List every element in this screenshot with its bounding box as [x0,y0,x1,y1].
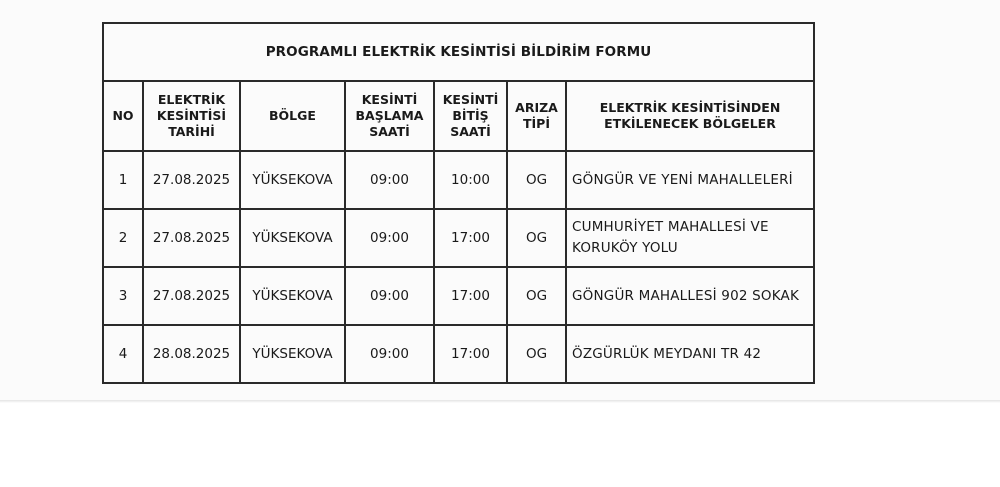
cell-affected-area: CUMHURİYET MAHALLESİ VE KORUKÖY YOLU [566,209,814,267]
cell-affected-area: ÖZGÜRLÜK MEYDANI TR 42 [566,325,814,383]
cell-date: 28.08.2025 [143,325,240,383]
cell-fault-type: OG [507,325,566,383]
cell-end-time: 17:00 [434,325,507,383]
cell-end-time: 10:00 [434,151,507,209]
column-header-label: NO [112,108,134,123]
cell-start-time: 09:00 [345,209,434,267]
header-row [103,81,814,151]
column-header-date [143,81,240,151]
cell-end-time: 17:00 [434,267,507,325]
title-row [103,23,814,81]
cell-date: 27.08.2025 [143,267,240,325]
column-header-label: ELEKTRİK KESİNTİSİNDEN ETKİLENECEK BÖLGELER [599,100,781,131]
cell-fault-type: OG [507,151,566,209]
column-header-end [434,81,507,151]
cell-region: YÜKSEKOVA [240,267,345,325]
column-header-area [566,81,814,151]
cell-affected-area: GÖNGÜR VE YENİ MAHALLELERİ [566,151,814,209]
column-header-label: KESİNTİ BAŞLAMA SAATİ [355,92,424,139]
page-edge [0,400,1000,403]
table-row [103,267,814,325]
column-header-label: KESİNTİ BİTİŞ SAATİ [442,92,499,139]
column-header-label: ELEKTRİK KESİNTİSİ TARİHİ [156,92,227,139]
cell-start-time: 09:00 [345,267,434,325]
cell-region: YÜKSEKOVA [240,325,345,383]
outage-notification-table [102,22,815,384]
cell-start-time: 09:00 [345,151,434,209]
table-row [103,151,814,209]
column-header-region [240,81,345,151]
cell-start-time: 09:00 [345,325,434,383]
cell-end-time: 17:00 [434,209,507,267]
cell-date: 27.08.2025 [143,209,240,267]
cell-no: 4 [103,325,143,383]
column-header-label: ARIZA TİPİ [515,100,558,131]
cell-fault-type: OG [507,267,566,325]
column-header-start [345,81,434,151]
cell-region: YÜKSEKOVA [240,209,345,267]
cell-date: 27.08.2025 [143,151,240,209]
table-row [103,325,814,383]
cell-region: YÜKSEKOVA [240,151,345,209]
cell-no: 3 [103,267,143,325]
column-header-label: BÖLGE [269,108,316,123]
cell-no: 2 [103,209,143,267]
form-title: PROGRAMLI ELEKTRİK KESİNTİSİ BİLDİRİM FORMU [103,23,814,81]
column-header-type [507,81,566,151]
cell-affected-area: GÖNGÜR MAHALLESİ 902 SOKAK [566,267,814,325]
cell-fault-type: OG [507,209,566,267]
column-header-no [103,81,143,151]
cell-no: 1 [103,151,143,209]
table-row [103,209,814,267]
